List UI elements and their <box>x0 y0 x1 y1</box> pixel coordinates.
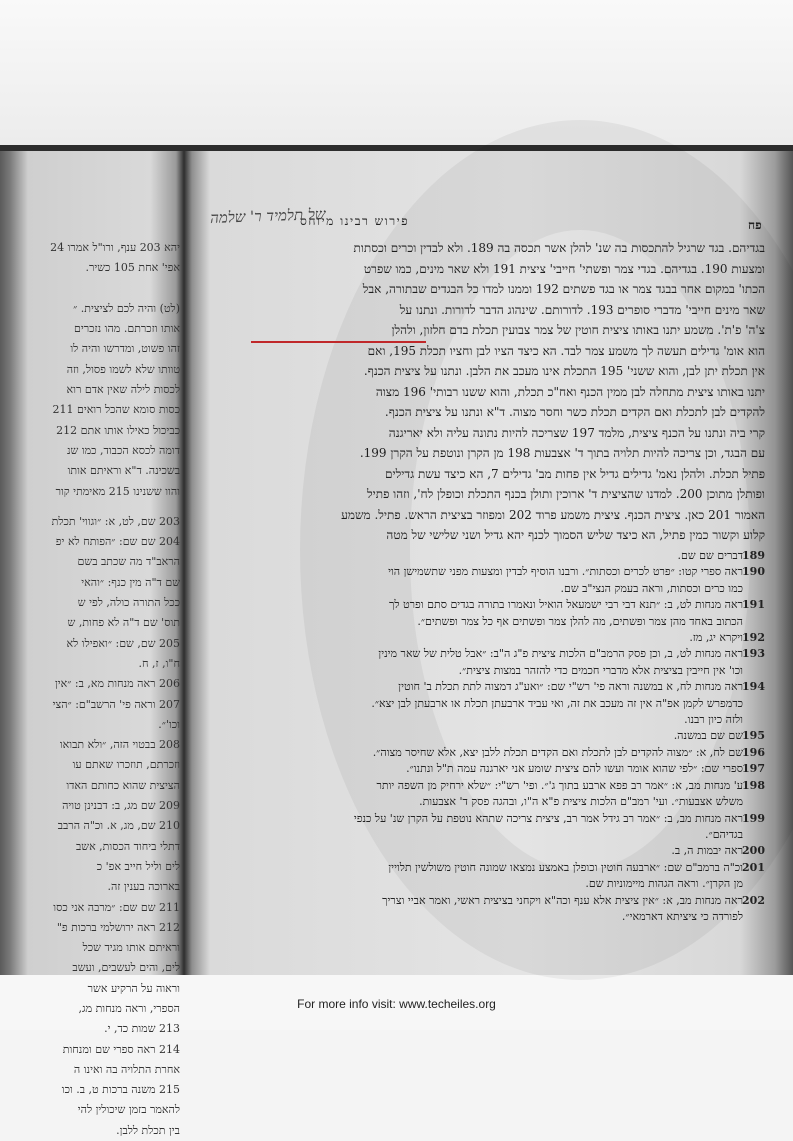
footnote-text: דברים שם שם. <box>677 549 743 562</box>
left-text-line: לכסות לילה שאין אדם רוא <box>66 383 180 397</box>
left-text-line: דומה לכסא הכבוד, כמו שנ <box>66 443 180 457</box>
left-note-line: 204 שם שם: ״הפותח לא יפ <box>55 535 180 549</box>
left-note-line: בארוכה בענין זה. <box>107 880 180 894</box>
left-note-line: לים, והים לעשבים, ועשב <box>72 961 180 975</box>
footnote <box>200 663 765 679</box>
footnote <box>200 876 765 892</box>
footnote-number: 198 <box>742 778 765 792</box>
text-line: פתיל תכלת. ולהלן נאמ' גדילים גדיל אין פחות מב' גדילים 7, הא כיצד עשת גדילים <box>385 466 765 481</box>
left-note-line: 213 שמות כד, י. <box>104 1022 180 1036</box>
text-line: בגדיהם. בגד שרגיל להתכסות בה שנ' להלן אשר תכסה בה 189. ולא לבדין וכרים וכסתות <box>353 241 765 255</box>
left-note-line: וראיתם אותו מגיד שכל <box>82 941 180 955</box>
left-page-gap <box>22 502 180 512</box>
text-line: עם הבגד, וכן צריכה להיות תלויה בתוך ד' אצבעות 198 מן הקרן ונוטפת על הקרן 199. <box>359 446 765 460</box>
footnote-text: ולזה כיון רבנו. <box>684 713 743 727</box>
footnote-text: כדמפרש לקמן אפ"ה אין זה מעכב את זה, ואי עביד ארבעתן תכלת או ארבעתן לבן יצא״. <box>371 696 743 710</box>
top-margin <box>0 0 793 145</box>
text-line: הוא אומ' גדילים תעשה לך משמע צמר לבד. הא כיצד הציו לבן וחציו תכלת 195, ואם <box>367 343 765 358</box>
footnote <box>200 581 765 597</box>
footnote-text: לפורדה כי ציציתא דארמאי״. <box>621 909 743 923</box>
left-page-footnotes <box>22 512 180 1141</box>
footnote-text: משלש אצבעות״. ועי' רמב"ם הלכות ציצית פ"א ה"ו, ובהגה פסק ד' אצבעות. <box>419 795 743 809</box>
footnote-number: 202 <box>742 893 765 907</box>
footnote-number: 195 <box>742 729 765 743</box>
text-line: האמור 201 כאן. ציצית הכנף. ציצית משמע פרוד 202 ומפוזר בציצית הראש. פתיל. משמע <box>341 507 765 522</box>
footnote <box>200 564 765 580</box>
left-text-line: אותו וזכרתם. מהו נזכרים <box>74 322 180 336</box>
footnote <box>200 630 765 646</box>
footnote-text: שם שם במשנה. <box>673 729 743 743</box>
footnote-text: וכו' אין חייבין בציצית אלא מדברי חכמים כדי להזהר במצות ציצית״. <box>458 663 743 677</box>
footnote-number: 189 <box>742 549 765 562</box>
footnote-text: ע' מנחות מב, א: ״אמר רב פפא ארבע בתוך ג'״. ופי' רש"י: ״שלא ירחיק מן השפה יותר <box>376 778 743 792</box>
left-note-line: דתלי ביחוד הכסות, אשב <box>76 839 180 853</box>
left-text-line: כביכול כאילו אותו אתם 212 <box>56 423 180 437</box>
left-note-line: וזכרתם, תוזכרו שאתם עו <box>72 758 180 772</box>
footnote-number: 197 <box>742 762 765 776</box>
left-note-line: 210 שם, מג, א. וכ"ה הרבב <box>57 819 180 833</box>
footnote <box>200 679 765 695</box>
text-line: שאר מינים חייבי' מדברי סופרים 193. לדורותם. שינהוג הדבר לדורות. ונתנו על <box>399 302 765 317</box>
left-text-line <box>22 279 180 299</box>
footnote <box>200 646 765 662</box>
left-note-line: 203 שם, לט, א: ״וגווי' תכלת <box>51 514 180 528</box>
left-note-line: הספרי, וראה מנחות מג, <box>78 1001 180 1015</box>
footnote-number: 200 <box>742 844 765 858</box>
footnote <box>200 827 765 843</box>
footnote-text: ראה ספרי קטו: ״פרט לכרים וכסתות״. ורבנו הוסיף לבדין ומצעות מפני שתשמישן הוי <box>388 565 743 579</box>
footnote-number: 191 <box>742 598 765 612</box>
left-note-line: 208 בבטוי הזה, ״ולא תבואו <box>59 738 180 752</box>
left-note-line: 206 ראה מנחות מא, ב: ״אין <box>54 677 180 691</box>
footnote <box>200 728 765 744</box>
footnote <box>200 696 765 712</box>
left-text-line: אפי' אחת 105 כשיר. <box>85 261 180 275</box>
left-note-line: תוס' שם ד"ה לא פחות, ש <box>67 616 180 630</box>
left-text-line: יהא 203 ענף, ורו"ל אמרו 24 <box>50 241 180 254</box>
footnote-number: 201 <box>742 860 765 874</box>
footnote-number: 196 <box>742 745 765 759</box>
text-line: קלוע וקשור כמין פתיל, הא כיצד שליש הסמוך לכנף יהא גדיל ושני שלישי של מטה <box>386 528 765 542</box>
left-note-line: להאמר בזמן שיכולין להי <box>77 1103 180 1117</box>
text-line: הכתו' במקום אחר בבגד צמר או בגד פשתים 192 וממנו למדו כל הבגדים שבתורה, אבל <box>362 282 765 296</box>
left-note-line: אחרת התלויה בה ואינו ה <box>73 1062 180 1076</box>
left-note-line: לים וליל חייב אפ' כ <box>96 859 180 873</box>
footnote-text: ראה מנחות לט, ב, וכן פסק הרמב"ם הלכות ציצית פ"ג ה"ב: ״אבל טלית של שאר מינין <box>378 647 743 661</box>
footnote <box>200 745 765 761</box>
left-note-line: הראב"ד מה שכתב בשם <box>77 555 180 569</box>
footnote-text: וכ"ה ברמב"ם שם: ״ארבעה חוטין וכופלן באמצע נמצאו שמונה חוטין משולשין תלויין <box>388 860 743 874</box>
left-note-line: ח"ו, ז, ח. <box>138 656 180 670</box>
text-line: אין תכלת יתן לבן, והוא ששני' 195 התכלת אינו מעכב את הלבן. ונתנו על ציצית הכנף. <box>363 364 765 378</box>
footnote <box>200 761 765 777</box>
left-note-line: שם ד"ה מין כנף: ״והאי <box>81 575 180 589</box>
left-note-line: 209 שם מג, ב: דבנינן טויה <box>62 799 180 813</box>
left-note-line: בין תכלת ללבן. <box>116 1123 180 1137</box>
text-line: קרי ביה ונתנו על הכנף ציצית, מלמד 197 שצריכה להיות נתונה עליה ולא יאריגנה <box>388 425 765 440</box>
footnote-text: ראה מנחות מב, ב: ״אמר רב גידל אמר רב, ציצית צריכה שתהא נוטפת על הקרן שנ' על כנפי <box>353 811 743 825</box>
footnote <box>200 843 765 859</box>
footnote-text: ראה מנחות לט, ב: ״תנא דבי רבי ישמעאל הואיל ונאמרו בתורה בגדים סתם ופרט לך <box>388 598 743 612</box>
footnote-text: ספרי שם: ״לפי שהוא אומר ועשו להם ציצית שומע אני יארגנה עמה ת"ל ונתנו״. <box>406 762 743 776</box>
text-line: יתנו באותו ציצית מתחלה לבן ממין הכנף ואח"כ תכלת, והוא ששנו רבותי' 196 מצוה <box>375 384 765 399</box>
left-text-line: טוותו שלא לשמו פסול, וזה <box>66 362 180 376</box>
text-line: להקדים לבן לתכלת ואם הקדים תכלת כשר וחסר מצוה. ד"א ונתנו על ציצית הכנף. <box>384 405 765 419</box>
left-text-line: בשכינה. ד"א וראיתם אותו <box>67 464 180 478</box>
footnote-text: שם לח, א: ״מצוה להקדים לבן לתכלת ואם הקדים תכלת ללבן יצא, אלא שחיסר מצוה״. <box>372 745 743 759</box>
red-underline <box>251 341 426 343</box>
footnote-text: ראה מנחות מב, א: ״אין ציצית אלא ענף וכה"א ויקחני בציצית ראשי, ואמר אביי וצריך <box>382 893 743 907</box>
footnote-text: ראה יבמות ה, ב. <box>671 844 743 858</box>
footnote <box>200 712 765 728</box>
left-note-line: וכו'״. <box>158 717 180 731</box>
left-page-text <box>22 238 180 502</box>
left-note-line: 211 שם שם: ״מרבה אני כסו <box>53 900 180 914</box>
left-note-line: 214 ראה ספרי שם ומנחות <box>62 1042 180 1056</box>
left-text-line: זהו פשוט, ומדרשו והיה לו <box>70 342 180 356</box>
footnote <box>200 909 765 925</box>
text-line: ופותלן מתוכן 200. למדנו שהציצית ד' ארוכין ותולן בכנף התכלת וכופלן לח', וזהו פתיל <box>367 487 765 501</box>
footnote <box>200 597 765 613</box>
footnote <box>200 860 765 876</box>
footnote <box>200 794 765 810</box>
footnote-text: ראה מנחות לח, א במשנה וראה פי' רש"י שם: ״ואע"ג דמצוה לתת תכלת ב' חוטין <box>398 680 743 694</box>
left-note-line: הציצית שהוא כחותם האדו <box>66 778 180 792</box>
left-note-line: 205 שם, שם: ״ואפילו לא <box>66 636 180 650</box>
footnote-number: 193 <box>742 647 765 661</box>
footnote <box>200 893 765 909</box>
footnote <box>200 548 765 564</box>
footnote-text: כמו כרים וכסתות, וראה בעמק הנצי"ב שם. <box>560 581 743 595</box>
left-note-line: 212 ראה ירושלמי ברכות פ" <box>56 920 180 934</box>
footer-link-text[interactable]: For more info visit: www.techeiles.org <box>297 997 496 1011</box>
left-note-line: וראוה על הרקיע אשר <box>87 981 180 995</box>
left-text-line: כסות סומא שהכל רואים 211 <box>52 403 180 417</box>
left-text-line: (לט) והיה לכם לציצית. ״ <box>73 301 180 315</box>
footnote <box>200 778 765 794</box>
footnote-number: 199 <box>742 811 765 825</box>
footnote-text: ויקרא יג, מז. <box>689 631 743 645</box>
footnote-number: 190 <box>742 565 765 579</box>
left-text-line: והוו ששנינו 215 מאימתי קור <box>55 484 180 498</box>
left-note-line: 215 משנה ברכות ט, ב. וכו <box>61 1083 180 1097</box>
commentary-text <box>200 238 765 546</box>
left-note-line: ככל התורה כולה, לפי ש <box>77 596 180 610</box>
footnote-number: 192 <box>742 631 765 645</box>
left-note-line: 207 וראה פי' הרשב"ם: ״הצי <box>52 697 180 711</box>
footnotes <box>200 548 765 925</box>
text-line: צ'ה' פ'ת'. משמע יתנו באותו ציצית חוטין של צמר צבועין תכלת בדם חלזון, ולהלן <box>391 323 765 337</box>
footnote <box>200 811 765 827</box>
footnote <box>200 614 765 630</box>
handwritten-note: של תלמיד ר' שלמה <box>209 204 326 228</box>
text-line: ומצעות 190. בגדיהם. בגדי צמר ופשתי' חייבי' ציצית 191 ולא שאר מינים, כמו שפרט <box>363 261 765 276</box>
footnote-text: מן הקרן״. וראה הגהות מיימוניות שם. <box>585 877 743 891</box>
running-title: פירוש רבינו מיוחס <box>300 214 410 228</box>
footnote-text: הכתוב באחד מהן צמר ופשתים, מה להלן צמר ופשתים אף כל צמר ופשתים״. <box>417 614 743 628</box>
footnote-text: בגדיהם״. <box>705 827 743 841</box>
page-number: פח <box>748 218 762 232</box>
footnote-number: 194 <box>742 680 765 694</box>
